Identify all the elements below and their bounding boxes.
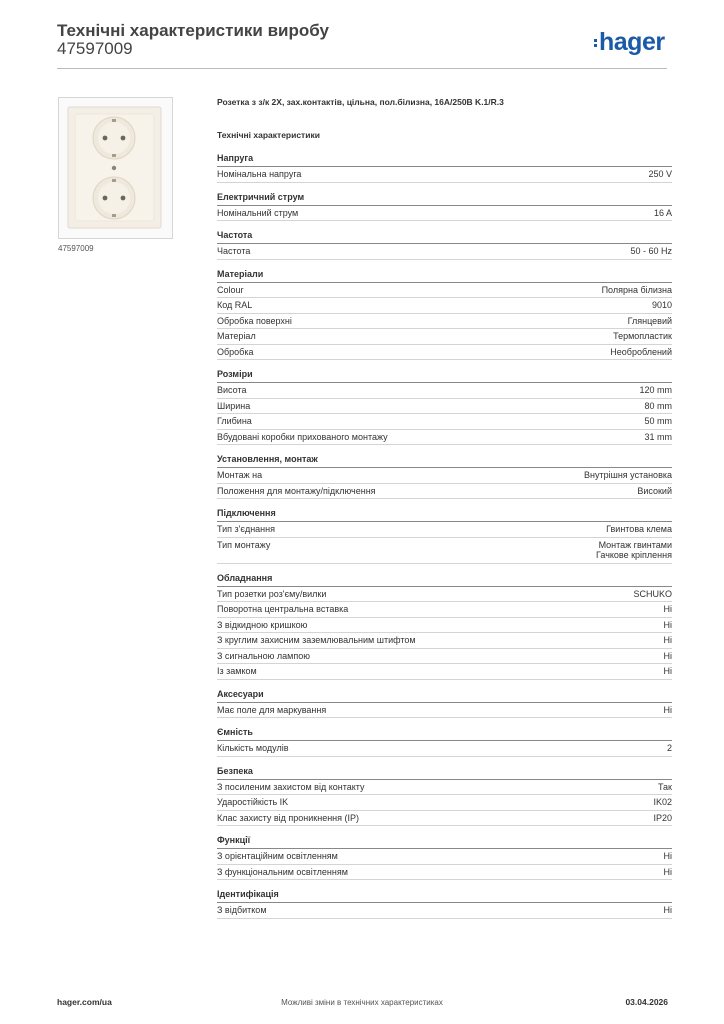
spec-row — [217, 383, 672, 399]
socket-illustration — [59, 98, 172, 238]
spec-value: Ні — [663, 604, 672, 614]
header-divider — [57, 68, 667, 69]
spec-row — [217, 468, 672, 484]
specs-heading: Технічні характеристики — [217, 130, 320, 140]
section-title: Розміри — [217, 369, 672, 383]
product-name: Розетка з з/к 2Х, зах.контактів, цільна, пол.білизна, 16A/250B K.1/R.3 — [217, 97, 504, 107]
spec-value: Глянцевий — [627, 315, 672, 326]
spec-label: Кількість модулів — [217, 743, 289, 753]
spec-section — [217, 889, 672, 919]
spec-label: Положення для монтажу/підключення — [217, 485, 376, 496]
spec-label: З функціональним освітленням — [217, 866, 348, 877]
spec-value: 9010 — [651, 300, 672, 310]
spec-label: Код RAL — [217, 300, 253, 310]
spec-label: Тип з'єднання — [217, 524, 275, 534]
section-title: Функції — [217, 835, 672, 849]
spec-row — [217, 329, 672, 345]
spec-label: Монтаж на — [217, 470, 263, 480]
spec-row — [217, 298, 672, 314]
spec-value: 50 mm — [644, 416, 672, 426]
spec-value: 16 A — [653, 207, 672, 218]
spec-sections — [217, 153, 672, 919]
spec-value: Полярна білизна — [601, 284, 672, 295]
spec-value: Гвинтова клема — [606, 524, 672, 534]
spec-label: Клас захисту від проникнення (IP) — [217, 812, 360, 823]
spec-value: Так — [657, 781, 672, 792]
spec-label: Тип монтажу — [217, 539, 271, 550]
spec-label: Із замком — [217, 666, 257, 676]
section-title: Обладнання — [217, 573, 672, 587]
spec-label: Має поле для маркування — [217, 704, 327, 715]
spec-label: Глибина — [217, 416, 252, 426]
spec-row — [217, 780, 672, 796]
spec-row — [217, 522, 672, 538]
spec-section — [217, 230, 672, 260]
spec-value: IP20 — [653, 812, 672, 823]
spec-row — [217, 865, 672, 881]
spec-row — [217, 484, 672, 500]
spec-value: SCHUKO — [633, 588, 672, 599]
spec-row — [217, 795, 672, 811]
spec-value: Необроблений — [610, 346, 672, 357]
spec-value: Ні — [663, 704, 672, 715]
spec-section — [217, 369, 672, 445]
spec-row — [217, 283, 672, 299]
spec-label: Ширина — [217, 400, 251, 411]
spec-value: 2 — [666, 743, 672, 753]
spec-value: 31 mm — [644, 431, 672, 442]
spec-value: 50 - 60 Hz — [630, 246, 672, 256]
section-title: Частота — [217, 230, 672, 244]
logo-text: hager — [599, 28, 665, 56]
spec-value: Ні — [663, 851, 672, 861]
page-title: Технічні характеристики виробу — [57, 21, 329, 40]
spec-label: Номінальний струм — [217, 207, 299, 218]
spec-label: Поворотна центральна вставка — [217, 604, 349, 614]
spec-label: З відкидною кришкою — [217, 619, 308, 630]
spec-section — [217, 269, 672, 361]
footer-date: 03.04.2026 — [625, 997, 668, 1007]
spec-section — [217, 766, 672, 827]
spec-row — [217, 633, 672, 649]
spec-value: Високий — [637, 485, 672, 496]
section-title: Установлення, монтаж — [217, 454, 672, 468]
spec-label: Тип розетки роз'єму/вилки — [217, 588, 327, 599]
logo-colon-icon — [594, 37, 597, 49]
spec-value: Монтаж гвинтами Гачкове кріплення — [596, 539, 672, 560]
spec-section — [217, 454, 672, 499]
spec-label: Частота — [217, 246, 251, 256]
spec-label: Обробка поверхні — [217, 315, 292, 326]
section-title: Аксесуари — [217, 689, 672, 703]
spec-label: Ударостійкість IK — [217, 797, 289, 807]
specs-content — [217, 96, 672, 919]
spec-row — [217, 587, 672, 603]
spec-label: З посиленим захистом від контакту — [217, 781, 365, 792]
spec-row — [217, 345, 672, 361]
spec-label: Вбудовані коробки прихованого монтажу — [217, 431, 388, 442]
spec-row — [217, 602, 672, 618]
spec-section — [217, 835, 672, 880]
section-title: Матеріали — [217, 269, 672, 283]
spec-row — [217, 206, 672, 222]
spec-section — [217, 153, 672, 183]
spec-label: Обробка — [217, 346, 254, 357]
spec-label: Номінальна напруга — [217, 169, 302, 179]
product-image — [58, 97, 173, 239]
spec-section — [217, 508, 672, 564]
spec-label: З відбитком — [217, 905, 267, 915]
spec-value: IK02 — [653, 797, 672, 807]
footer-disclaimer: Можливі зміни в технічних характеристиках — [281, 998, 443, 1007]
spec-section — [217, 573, 672, 680]
spec-row — [217, 741, 672, 757]
spec-value: 80 mm — [644, 400, 672, 411]
spec-value: Ні — [663, 650, 672, 661]
spec-label: Висота — [217, 385, 247, 395]
spec-section — [217, 727, 672, 757]
spec-label: З сигнальною лампою — [217, 650, 310, 661]
hager-logo[interactable] — [594, 28, 665, 57]
spec-value: 250 V — [648, 169, 672, 179]
spec-row — [217, 618, 672, 634]
section-title: Електричний струм — [217, 192, 672, 206]
spec-value: 120 mm — [639, 385, 672, 395]
spec-row — [217, 811, 672, 827]
spec-row — [217, 314, 672, 330]
spec-row — [217, 399, 672, 415]
spec-row — [217, 703, 672, 719]
spec-section — [217, 192, 672, 222]
spec-label: Colour — [217, 284, 244, 295]
spec-value: Термопластик — [613, 331, 672, 341]
section-title: Безпека — [217, 766, 672, 780]
spec-value: Ні — [663, 635, 672, 645]
spec-row — [217, 430, 672, 446]
spec-label: Матеріал — [217, 331, 256, 341]
spec-row — [217, 649, 672, 665]
spec-row — [217, 903, 672, 919]
spec-row — [217, 849, 672, 865]
spec-row — [217, 664, 672, 680]
section-title: Ємність — [217, 727, 672, 741]
spec-value: Ні — [663, 905, 672, 915]
spec-label: З орієнтаційним освітленням — [217, 851, 338, 861]
spec-section — [217, 689, 672, 719]
section-title: Ідентифікація — [217, 889, 672, 903]
spec-row — [217, 414, 672, 430]
spec-row — [217, 538, 672, 564]
spec-value: Ні — [663, 866, 672, 877]
spec-label: З круглим захисним заземлювальним штифтом — [217, 635, 416, 645]
product-code: 47597009 — [57, 39, 133, 58]
spec-row — [217, 244, 672, 260]
spec-value: Ні — [663, 666, 672, 676]
product-image-caption: 47597009 — [58, 244, 94, 253]
spec-value: Внутрішня установка — [584, 470, 672, 480]
spec-row — [217, 167, 672, 183]
spec-value: Ні — [663, 619, 672, 630]
footer-website-link[interactable]: hager.com/ua — [57, 997, 112, 1007]
section-title: Напруга — [217, 153, 672, 167]
section-title: Підключення — [217, 508, 672, 522]
